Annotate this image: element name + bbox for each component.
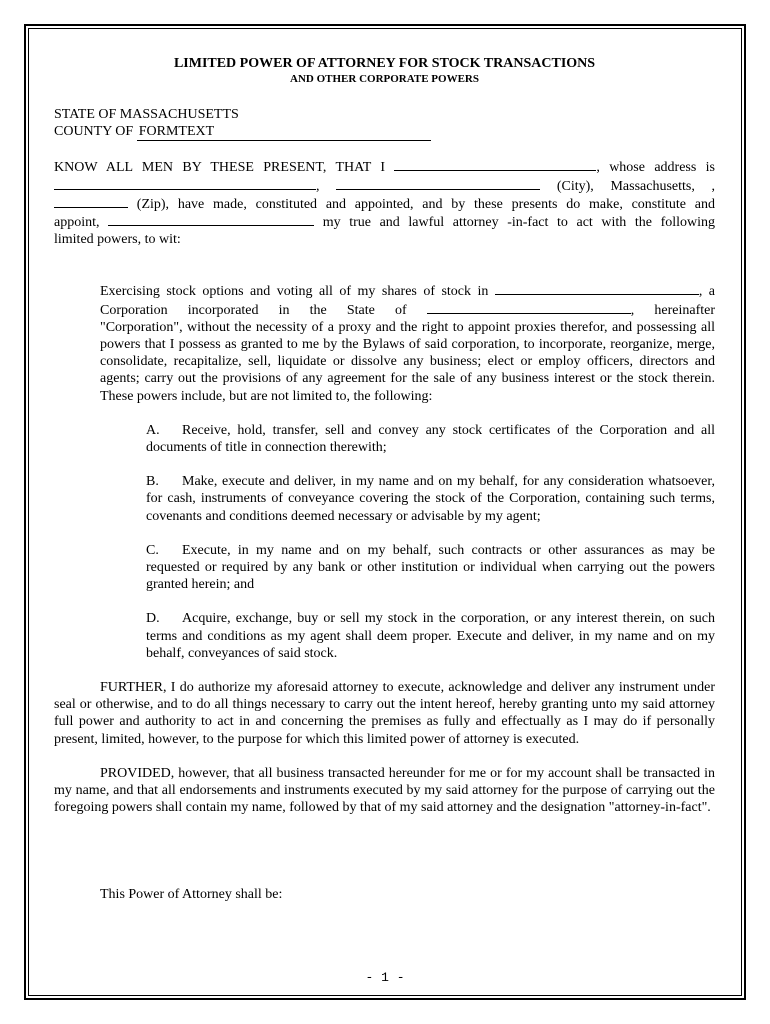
company-name-field[interactable] [495,282,699,295]
zip-text: (Zip), have made, constituted and appointed, and by these presents do make, constitute and [136,196,716,212]
know-all-paragraph [54,158,715,176]
state-of-incorporation-field[interactable] [427,301,631,314]
county-label: COUNTY OF [54,124,134,140]
further-paragraph: FURTHER, I do authorize my aforesaid attorney to execute, acknowledge and deliver any instrument under seal or otherwise, and to do all things necessary to carry out the intent hereof, hereby granting unto my said attorney full power and authority to act in and concerning the premises as fully and effectually as I may do if personally present, limited, however, to the purpose for which this limited power of attorney is executed. [54,680,715,747]
exercising-a-text: , a [698,284,716,300]
power-item-letter: A. [146,422,160,438]
power-item-letter: B. [146,474,159,490]
power-item-letter: D. [146,611,160,627]
county-line [54,123,715,141]
zip-field[interactable] [54,195,128,208]
street-address-field[interactable] [54,177,316,190]
power-item-c [146,542,715,594]
exercising-body: "Corporation", without the necessity of a proxy and the right to appoint proxies therefor, and possessing all powers that I possess as granted to me by the Bylaws of said corporation, to incorporate, reorganize, merge, consolidate, recapitalize, sell, liquidate or dissolve any business; elect or employ officers, directors and agents; carry out the provisions of any agreement for the sale of any business interest or the stock therein. These powers include, but are not limited to, the following: [100,319,715,404]
exercising-section [100,282,715,404]
corp-incorp-text: Corporation incorporated in the State of [100,302,407,318]
state-line: STATE OF MASSACHUSETTS [54,107,239,122]
attorney-name-field[interactable] [108,213,314,226]
this-poa-line: This Power of Attorney shall be: [100,886,283,902]
whose-address-text: , whose address is [596,160,715,176]
address-line [54,177,715,195]
document-page [54,56,715,903]
county-field[interactable] [137,123,431,141]
appoint-label: appoint, [54,215,100,231]
appoint-text: my true and lawful attorney -in-fact to act with the following [322,215,716,231]
zip-line [54,195,715,213]
powers-list [146,422,715,662]
hereinafter-text: , hereinafter [630,302,716,318]
exercising-line-2 [100,301,715,319]
city-state-text: (City), Massachusetts, , [556,178,715,194]
exercising-text: Exercising stock options and voting all of my shares of stock in [100,284,489,300]
grantor-name-field[interactable] [394,158,596,171]
power-item-d [146,610,715,662]
document-title: LIMITED POWER OF ATTORNEY FOR STOCK TRANSACTIONS [173,56,596,71]
power-item-text: Acquire, exchange, buy or sell my stock in the corporation, or any interest therein, on such terms and conditions as my agent shall deem proper. Execute and deliver, in my name and on my behalf, conveyances of said stock. [146,611,715,661]
city-field[interactable] [336,177,540,190]
limited-powers-line: limited powers, to wit: [54,232,181,248]
document-subtitle: AND OTHER CORPORATE POWERS [290,73,479,85]
address-comma: , [316,178,320,194]
power-item-text: Execute, in my name and on my behalf, such contracts or other assurances as may be requested or required by any bank or other institution or individual when carrying out the powers granted herein; and [146,542,715,593]
power-item-text: Receive, hold, transfer, sell and convey any stock certificates of the Corporation and all documents of title in connection therewith; [146,422,715,456]
exercising-line-1 [100,282,715,300]
appoint-line [54,213,715,231]
power-item-text: Make, execute and deliver, in my name and on my behalf, for any consideration whatsoever, for cash, instruments of conveyance covering the stock of the Corporation, containing such terms, covenants and conditions deemed necessary or advisable by my agent; [146,474,715,524]
provided-paragraph: PROVIDED, however, that all business transacted hereunder for me or for my account shall be transacted in my name, and that all endorsements and instruments executed by my said attorney for the purpose of carrying out the foregoing powers shall contain my name, followed by that of my said attorney and the designation "attorney-in-fact". [54,765,715,816]
county-field-value: FORMTEXT [138,124,215,140]
know-all-text: KNOW ALL MEN BY THESE PRESENT, THAT I [54,160,386,176]
page-number: - 1 - [365,970,405,985]
power-item-letter: C. [146,542,159,558]
power-item-b [146,473,715,525]
power-item-a [146,422,715,456]
